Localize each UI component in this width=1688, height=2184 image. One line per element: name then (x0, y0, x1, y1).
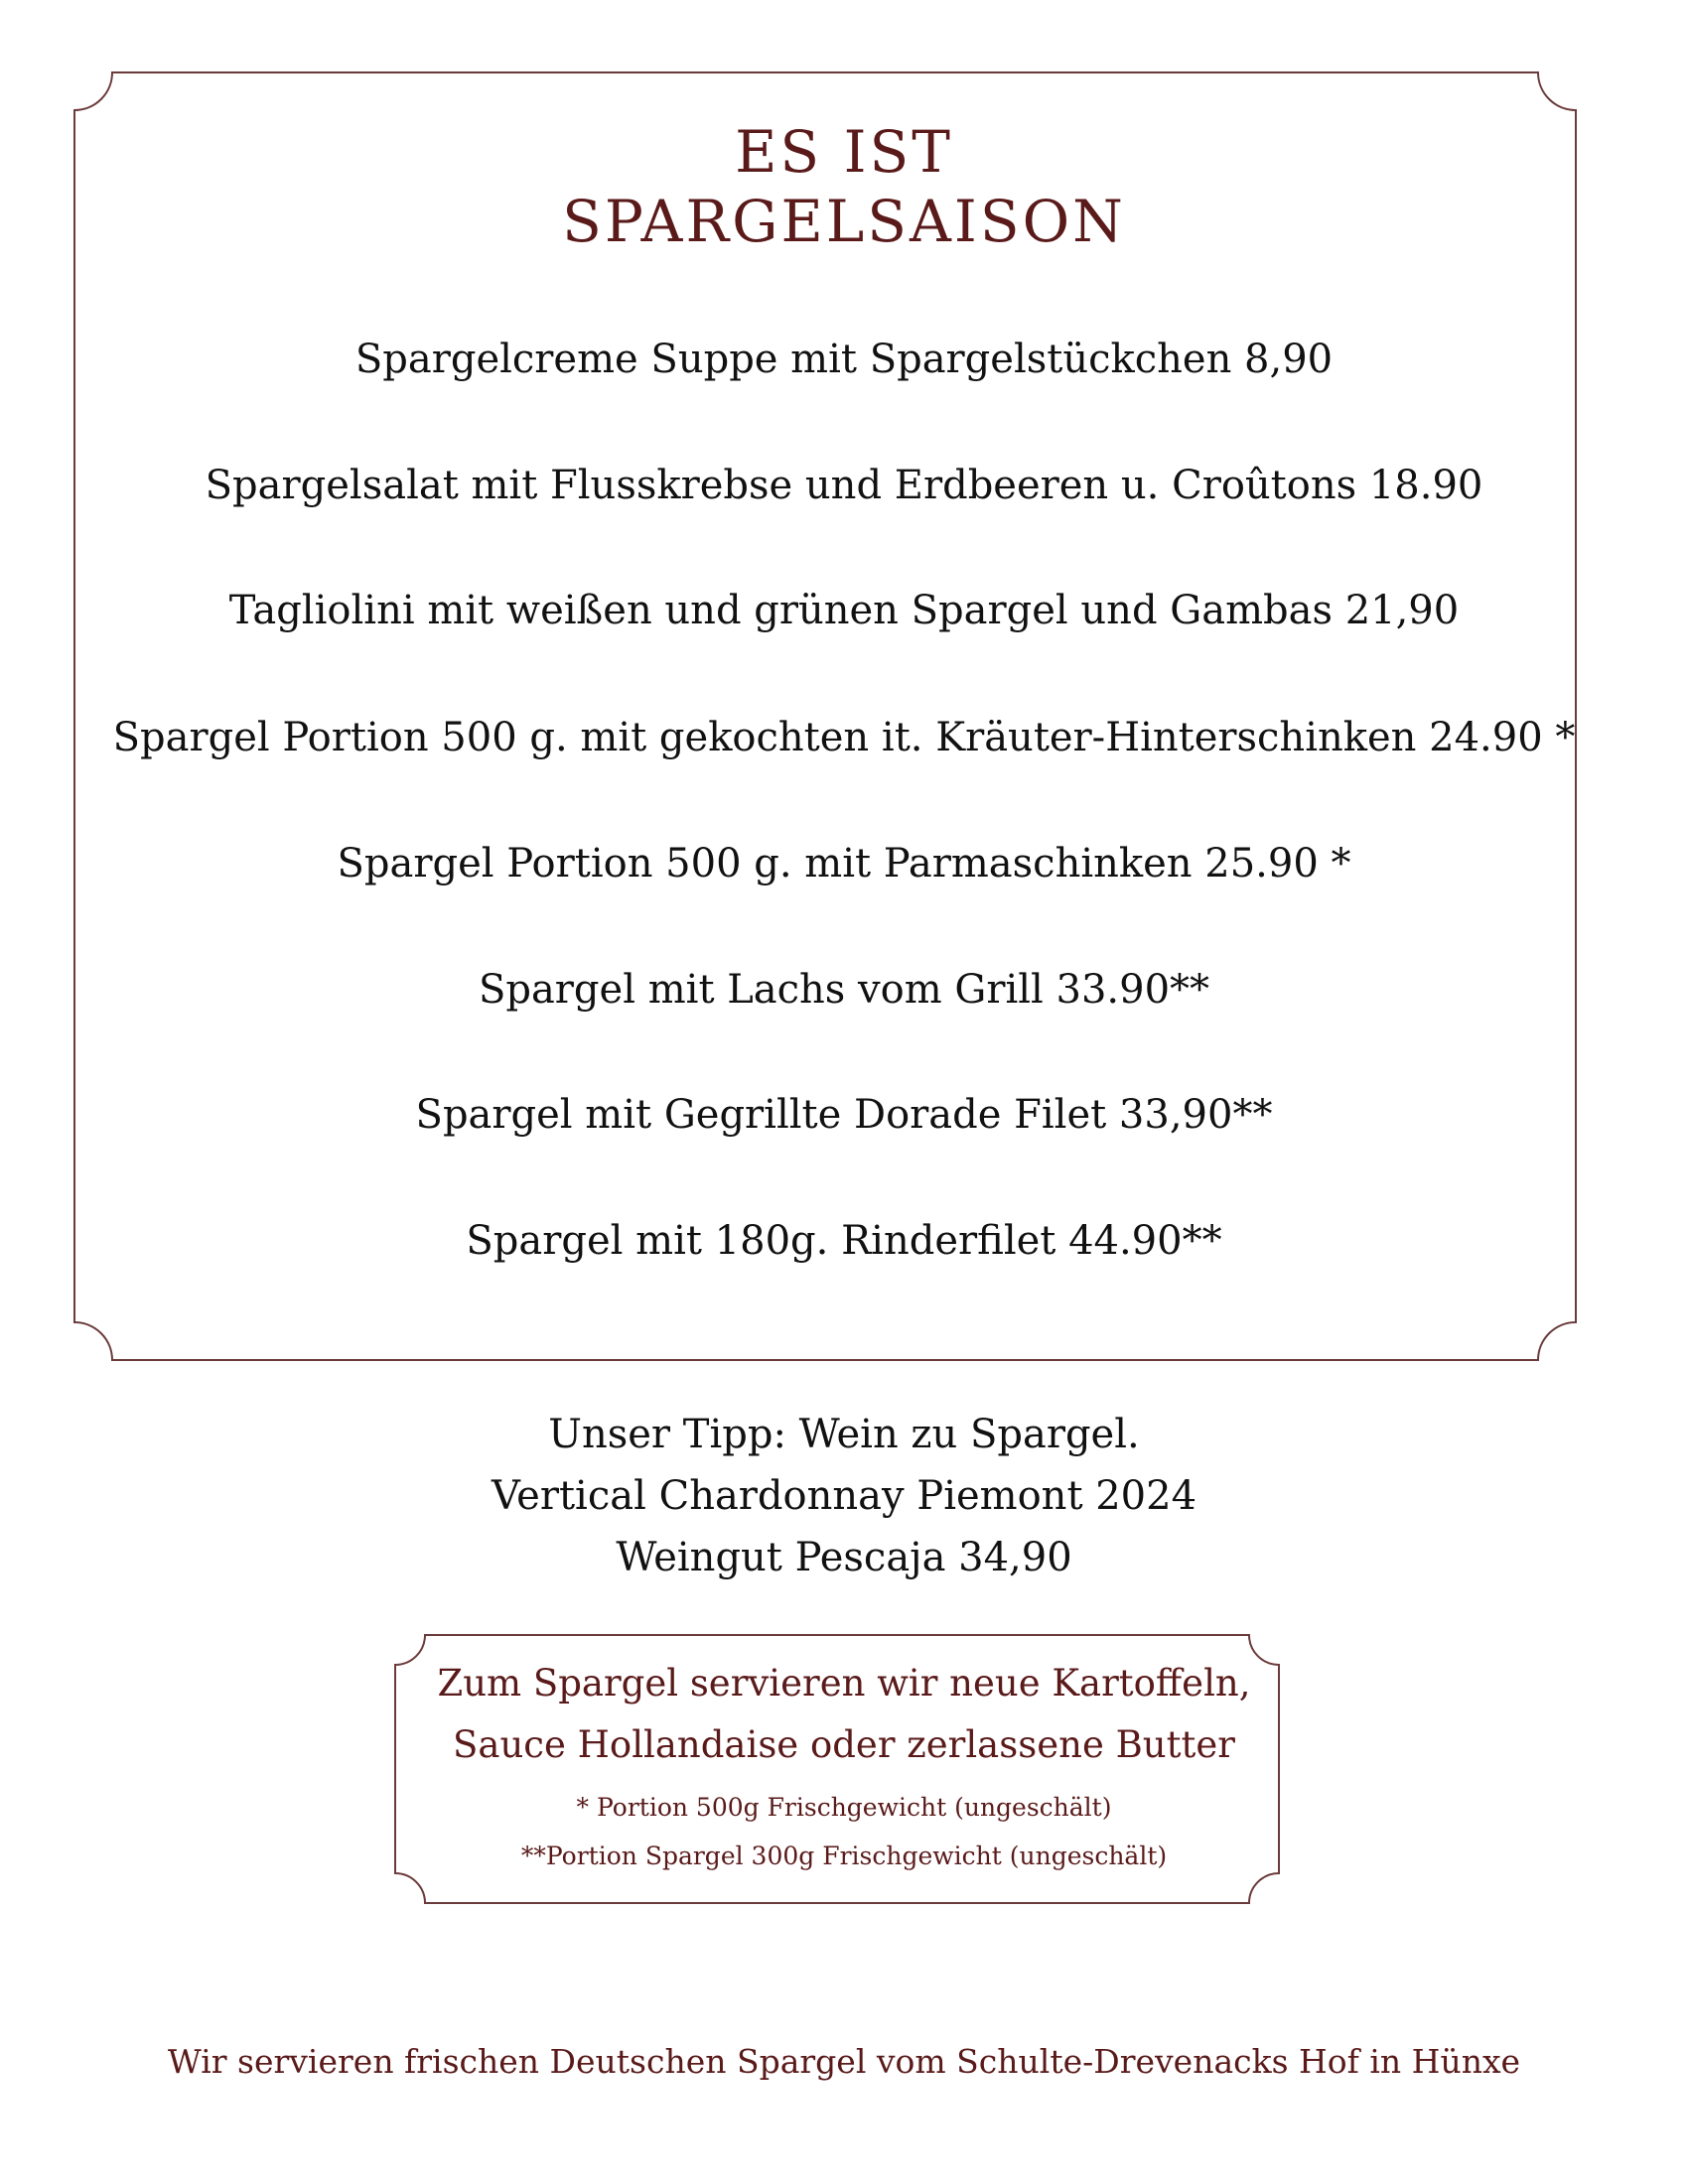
portion-note-single: * Portion 500g Frischgewicht (ungeschält) (576, 1793, 1112, 1822)
menu-item-asparagus-dorade: Spargel mit Gegrillte Dorade Filet 33,90** (415, 1092, 1273, 1138)
sides-line-1: Zum Spargel servieren wir neue Kartoffeln, (437, 1662, 1251, 1705)
menu-item-asparagus-salad: Spargelsalat mit Flusskrebse und Erdbeeren u. Croûtons 18.90 (205, 463, 1483, 508)
menu-item-asparagus-soup: Spargelcreme Suppe mit Spargelstückchen 8,90 (354, 337, 1334, 382)
wine-producer-price: Weingut Pescaja 34,90 (616, 1535, 1072, 1580)
portion-note-double: **Portion Spargel 300g Frischgewicht (ungeschält) (520, 1842, 1168, 1870)
menu-item-asparagus-salmon: Spargel mit Lachs vom Grill 33.90** (478, 967, 1210, 1013)
wine-name: Vertical Chardonnay Piemont 2024 (491, 1473, 1197, 1519)
menu-item-asparagus-ham: Spargel Portion 500 g. mit gekochten it. Kräuter-Hinterschinken 24.90 * (112, 715, 1576, 760)
footer-origin-note: Wir servieren frischen Deutschen Spargel vom Schulte-Drevenacks Hof in Hünxe (167, 2042, 1521, 2081)
menu-item-asparagus-beef: Spargel mit 180g. Rinderfilet 44.90** (466, 1218, 1222, 1264)
sides-line-2: Sauce Hollandaise oder zerlassene Butter (453, 1723, 1235, 1766)
title-line-1: ES IST (735, 118, 953, 186)
menu-item-tagliolini: Tagliolini mit weißen und grünen Spargel und Gambas 21,90 (228, 588, 1460, 633)
wine-tip: Unser Tipp: Wein zu Spargel. (548, 1412, 1140, 1457)
title-line-2: SPARGELSAISON (562, 188, 1126, 255)
menu-item-asparagus-parma: Spargel Portion 500 g. mit Parmaschinken 25.90 * (337, 841, 1351, 887)
